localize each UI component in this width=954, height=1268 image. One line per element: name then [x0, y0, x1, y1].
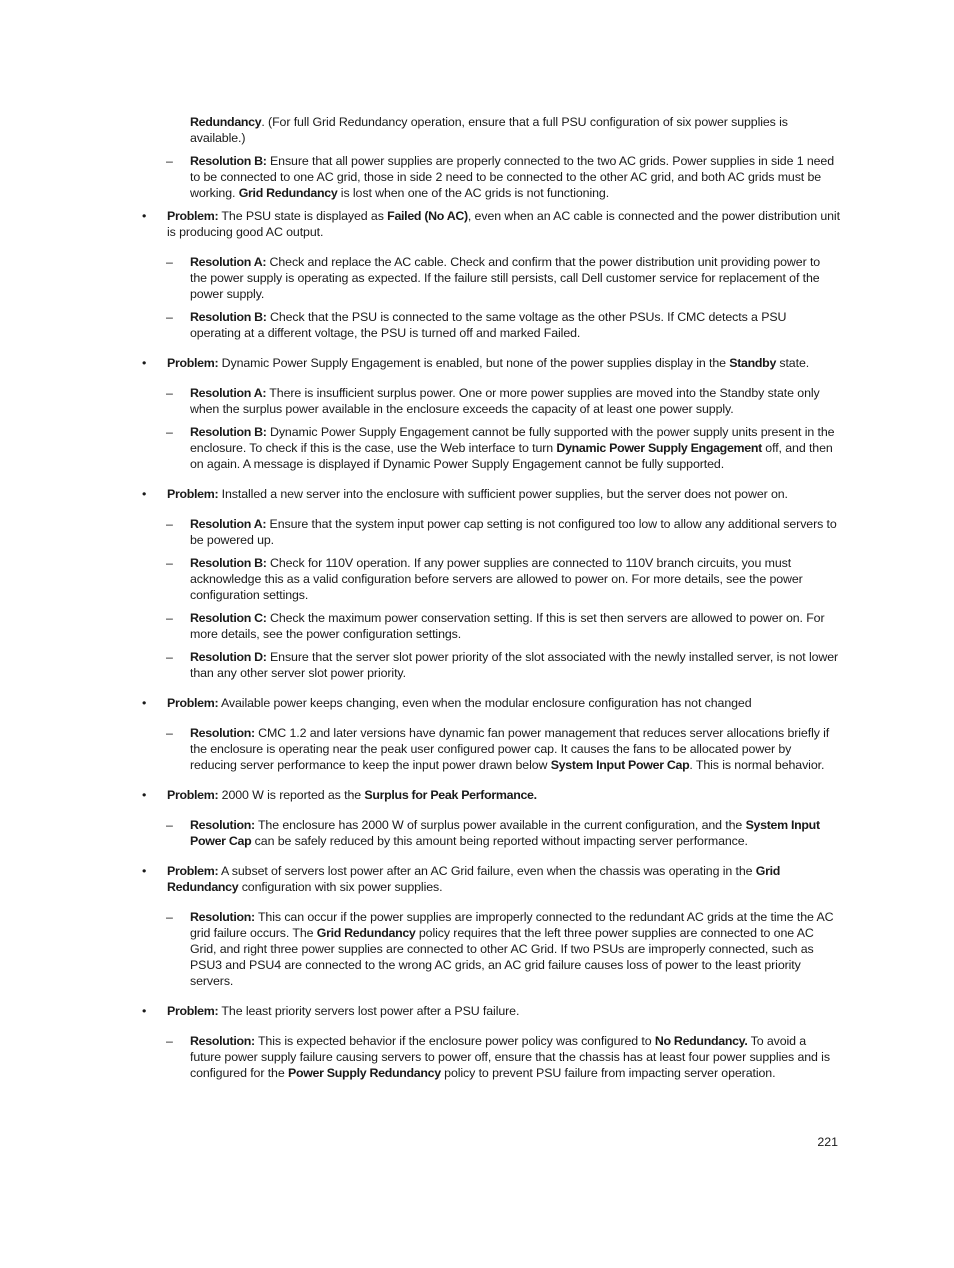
problem-text: state. — [776, 356, 810, 370]
dash-marker: – — [166, 517, 173, 531]
problem-text: A subset of servers lost power after an AC Grid failure, even when the chassis was operating in the — [218, 864, 756, 878]
dash-marker: – — [166, 556, 173, 570]
bullet-marker: • — [142, 864, 147, 878]
resolution-item — [140, 610, 840, 642]
paragraph-text: . (For full Grid Redundancy operation, ensure that a full PSU configuration of six power supplies is available.) — [190, 115, 788, 145]
bullet-marker: • — [142, 788, 147, 802]
bold-term: No Redundancy. — [654, 1034, 748, 1048]
resolution-item — [140, 649, 840, 681]
page-number: 221 — [817, 1135, 838, 1149]
resolution-text: This can occur if the power supplies are improperly connected to the redundant AC grids at the time the AC grid failure occurs. The — [190, 910, 834, 940]
bullet-marker: • — [142, 487, 147, 501]
resolution-label: Resolution: — [190, 910, 255, 924]
resolution-label: Resolution: — [190, 818, 255, 832]
resolution-item — [140, 555, 840, 603]
dash-marker: – — [166, 726, 173, 740]
resolution-text: This is expected behavior if the enclosure power policy was configured to — [254, 1034, 655, 1048]
problem-item — [140, 787, 840, 803]
dash-marker: – — [166, 255, 173, 269]
bold-term: Failed (No AC) — [387, 209, 468, 223]
resolution-item — [140, 1033, 840, 1081]
problem-label: Problem: — [167, 209, 219, 223]
dash-marker: – — [166, 425, 173, 439]
problem-label: Problem: — [167, 788, 219, 802]
bold-term: Grid Redundancy — [238, 186, 338, 200]
resolution-text: policy requires that the left three power supplies are connected to one AC Grid, and right three power supplies are connected to other AC Grid. If two PSUs are improperly connected, such as PSU3 and PSU4 are connected to the wrong AC grids, an AC grid failure causes loss of power to the least priority servers. — [190, 926, 814, 988]
troubleshooting-list — [140, 114, 840, 1095]
bold-term: Dynamic Power Supply Engagement — [556, 441, 762, 455]
bold-term: Power Supply Redundancy — [287, 1066, 441, 1080]
problem-item — [140, 486, 840, 502]
problem-item — [140, 863, 840, 895]
resolution-item — [140, 309, 840, 341]
continued-paragraph — [190, 114, 840, 146]
dash-marker: – — [166, 818, 173, 832]
problem-text: Available power keeps changing, even when the modular enclosure configuration has not changed — [218, 696, 752, 710]
bullet-marker: • — [142, 209, 147, 223]
resolution-text: off, and then on again. A message is displayed if Dynamic Power Supply Engagement cannot be fully supported. — [190, 441, 833, 471]
resolution-text: Check for 110V operation. If any power supplies are connected to 110V branch circuits, you must acknowledge this as a valid configuration before servers are allowed to power on. For more details, see the power configuration settings. — [190, 556, 803, 602]
resolution-label: Resolution D: — [190, 650, 267, 664]
problem-item — [140, 355, 840, 371]
problem-label: Problem: — [167, 1004, 219, 1018]
resolution-text: Ensure that the server slot power priority of the slot associated with the newly installed server, is not lower than any other server slot power priority. — [190, 650, 839, 680]
problem-text: Dynamic Power Supply Engagement is enabled, but none of the power supplies display in the — [218, 356, 730, 370]
dash-marker: – — [166, 154, 173, 168]
problem-text: The PSU state is displayed as — [218, 209, 388, 223]
resolution-item — [140, 516, 840, 548]
resolution-label: Resolution C: — [190, 611, 267, 625]
resolution-text: Check that the PSU is connected to the same voltage as the other PSUs. If CMC detects a PSU operating at a different voltage, the PSU is turned off and marked Failed. — [190, 310, 787, 340]
resolution-item — [140, 254, 840, 302]
problem-label: Problem: — [167, 864, 219, 878]
dash-marker: – — [166, 310, 173, 324]
problem-label: Problem: — [167, 487, 219, 501]
resolution-item — [140, 909, 840, 989]
resolution-text: There is insufficient surplus power. One or more power supplies are moved into the Standby state only when the surplus power available in the enclosure exceeds the capacity of at least one power supply. — [190, 386, 820, 416]
problem-label: Problem: — [167, 356, 219, 370]
problem-label: Problem: — [167, 696, 219, 710]
dash-marker: – — [166, 650, 173, 664]
resolution-label: Resolution A: — [190, 255, 267, 269]
dash-marker: – — [166, 611, 173, 625]
bullet-marker: • — [142, 696, 147, 710]
bold-term: Redundancy — [190, 115, 262, 129]
bullet-marker: • — [142, 356, 147, 370]
resolution-item — [140, 817, 840, 849]
resolution-text: Check and replace the AC cable. Check and confirm that the power distribution unit providing power to the power supply is operating as expected. If the failure still persists, call Dell customer service for replacement of the power supply. — [190, 255, 821, 301]
problem-item — [140, 208, 840, 240]
resolution-label: Resolution A: — [190, 517, 267, 531]
bold-term: System Input Power Cap — [190, 818, 820, 848]
resolution-text: Dynamic Power Supply Engagement cannot be fully supported with the power supply units present in the enclosure. To check if this is the case, use the Web interface to turn — [190, 425, 835, 455]
problem-text: 2000 W is reported as the — [218, 788, 365, 802]
resolution-text: policy to prevent PSU failure from impacting server operation. — [440, 1066, 776, 1080]
resolution-item — [140, 153, 840, 201]
bold-term: Grid Redundancy — [167, 864, 781, 894]
resolution-label: Resolution B: — [190, 310, 267, 324]
bold-term: Surplus for Peak Performance. — [364, 788, 537, 802]
problem-item — [140, 695, 840, 711]
bold-term: System Input Power Cap — [550, 758, 690, 772]
resolution-text: Ensure that all power supplies are properly connected to the two AC grids. Power supplies in side 1 need to be connected to one AC grid, those in side 2 need to be connected to the other AC grid, and both AC grids must be working. — [190, 154, 835, 200]
resolution-text: Ensure that the system input power cap setting is not configured too low to allow any additional servers to be powered up. — [190, 517, 837, 547]
bullet-marker: • — [142, 1004, 147, 1018]
bold-term: Standby — [729, 356, 777, 370]
bold-term: Grid Redundancy — [316, 926, 416, 940]
resolution-item — [140, 725, 840, 773]
resolution-text: . This is normal behavior. — [689, 758, 825, 772]
dash-marker: – — [166, 1034, 173, 1048]
resolution-label: Resolution: — [190, 726, 255, 740]
resolution-text: CMC 1.2 and later versions have dynamic fan power management that reduces server allocations briefly if the enclosure is operating near the peak user configured power cap. It causes the fans to be allocated power by reducing server performance to keep the input power drawn below — [190, 726, 830, 772]
resolution-label: Resolution A: — [190, 386, 267, 400]
problem-text: Installed a new server into the enclosure with sufficient power supplies, but the server does not power on. — [218, 487, 788, 501]
dash-marker: – — [166, 910, 173, 924]
resolution-label: Resolution B: — [190, 154, 267, 168]
resolution-text: is lost when one of the AC grids is not functioning. — [337, 186, 610, 200]
resolution-text: The enclosure has 2000 W of surplus power available in the current configuration, and the — [254, 818, 746, 832]
problem-text: configuration with six power supplies. — [238, 880, 443, 894]
dash-marker: – — [166, 386, 173, 400]
resolution-item — [140, 424, 840, 472]
resolution-text: To avoid a future power supply failure causing servers to power off, ensure that the chassis has at least four power supplies and is configured for the — [190, 1034, 830, 1080]
resolution-item — [140, 385, 840, 417]
problem-text: , even when an AC cable is connected and the power distribution unit is producing good AC output. — [167, 209, 840, 239]
resolution-label: Resolution: — [190, 1034, 255, 1048]
resolution-text: can be safely reduced by this amount being reported without impacting server performance. — [251, 834, 748, 848]
problem-text: The least priority servers lost power after a PSU failure. — [218, 1004, 520, 1018]
resolution-label: Resolution B: — [190, 425, 267, 439]
resolution-text: Check the maximum power conservation setting. If this is set then servers are allowed to power on. For more details, see the power configuration settings. — [190, 611, 825, 641]
resolution-label: Resolution B: — [190, 556, 267, 570]
problem-item — [140, 1003, 840, 1019]
